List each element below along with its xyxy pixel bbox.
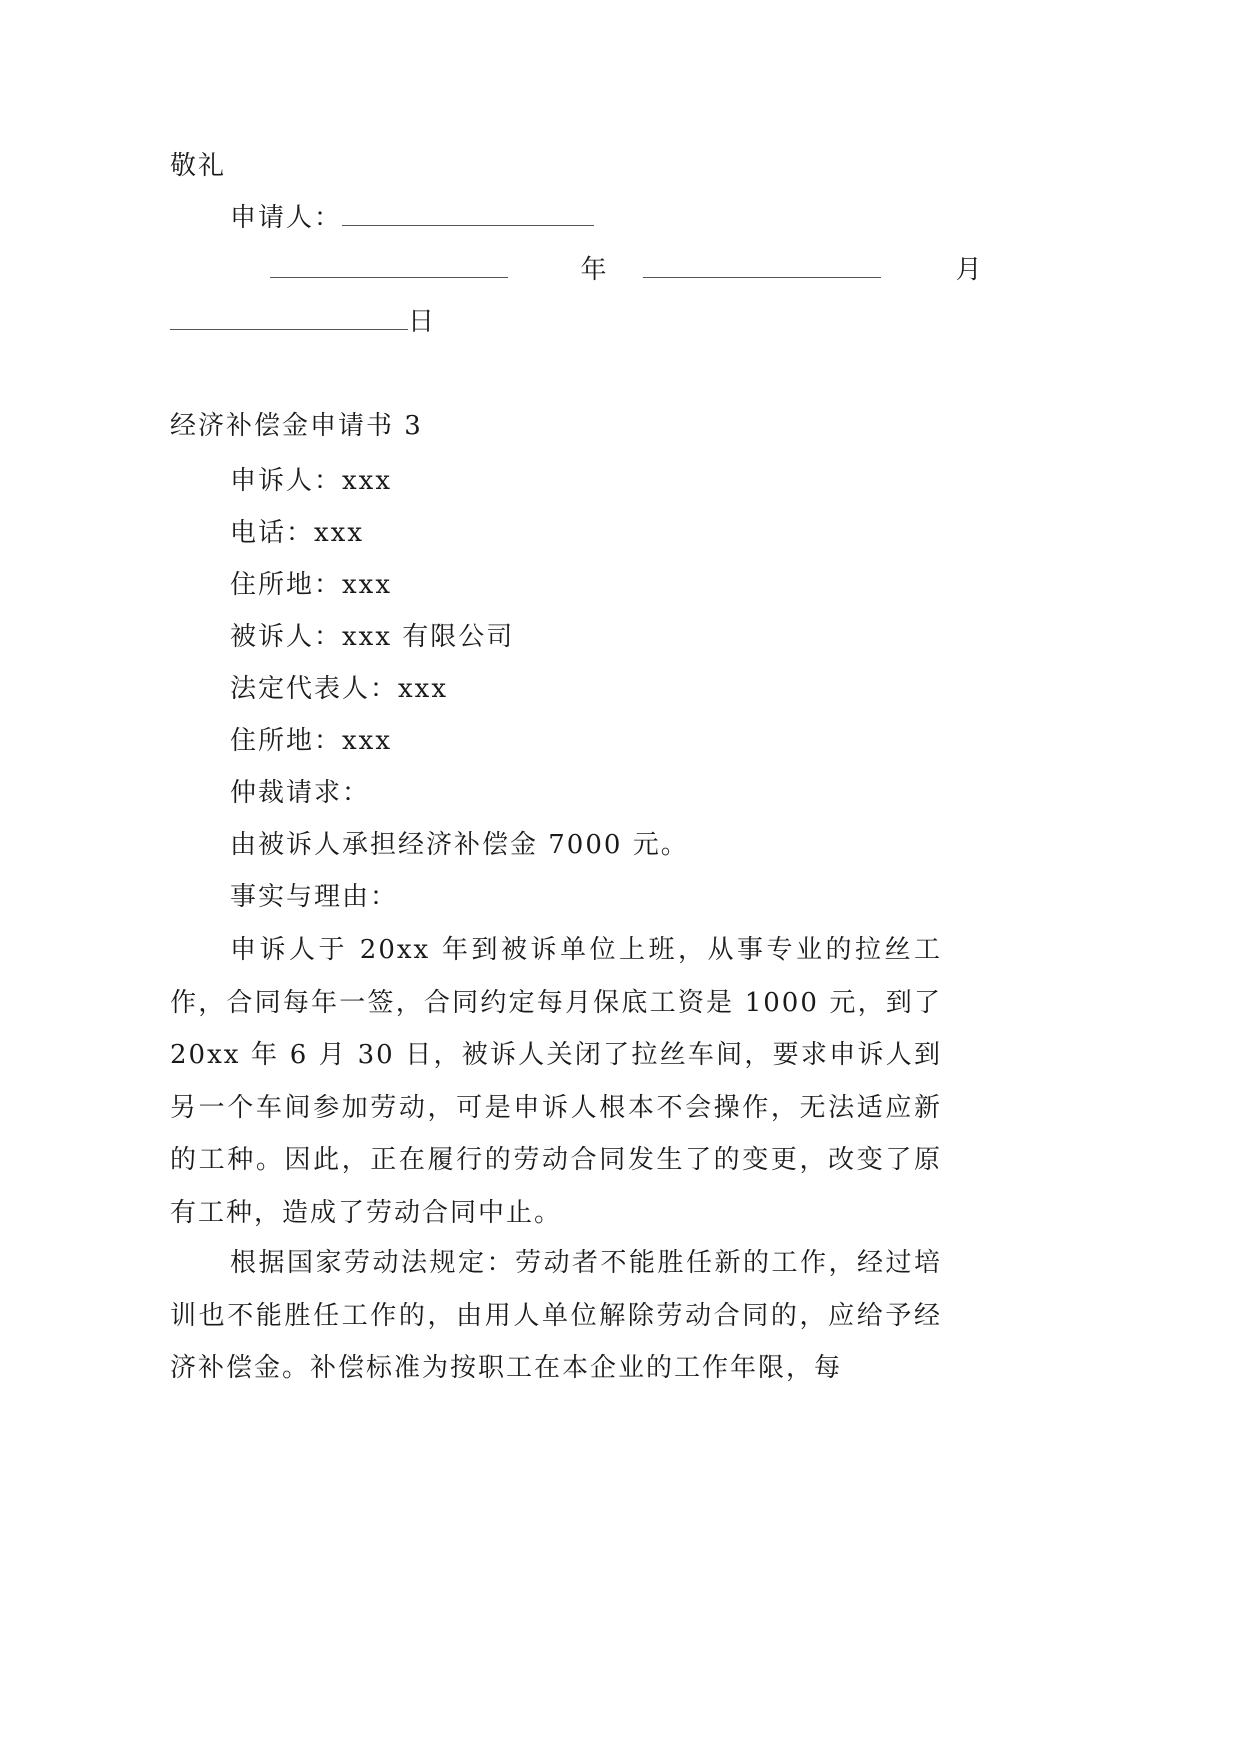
- day-label: 日: [408, 307, 437, 337]
- respondent-line: 被诉人：xxx 有限公司: [230, 622, 515, 652]
- arbitration-request-text: 由被诉人承担经济补偿金 7000 元。: [230, 830, 689, 860]
- applicant-blank: [342, 199, 594, 226]
- month-label: 月: [955, 255, 984, 285]
- arbitration-request-label: 仲裁请求：: [230, 778, 371, 808]
- facts-paragraph-2: 根据国家劳动法规定：劳动者不能胜任新的工作，经过培训也不能胜任工作的，由用人单位解除劳动合同的，应给予经济补偿金。补偿标准为按职工在本企业的工作年限，每: [170, 1248, 942, 1383]
- day-line: [170, 302, 436, 342]
- legal-representative-line: 法定代表人：xxx: [230, 674, 448, 704]
- respondent-address-line: 住所地：xxx: [230, 726, 392, 756]
- appellant-line: 申诉人：xxx: [230, 466, 392, 496]
- phone-line: 电话：xxx: [230, 518, 364, 548]
- facts-label: 事实与理由：: [230, 882, 399, 912]
- year-blank: [270, 251, 508, 278]
- year-label: 年: [580, 255, 609, 285]
- day-blank: [170, 303, 408, 330]
- applicant-label: 申请人：: [230, 203, 343, 233]
- salutation: 敬礼: [170, 151, 227, 181]
- document-heading: 经济补偿金申请书 3: [170, 411, 423, 441]
- date-line: [270, 250, 984, 290]
- month-blank: [643, 251, 881, 278]
- appellant-address-line: 住所地：xxx: [230, 570, 392, 600]
- applicant-signature-line: [230, 198, 594, 238]
- facts-paragraph-1: 申诉人于 20xx 年到被诉单位上班，从事专业的拉丝工作，合同每年一签，合同约定每月保底工资是 1000 元，到了 20xx 年 6 月 30 日，被诉人关闭了拉丝车间，要求申诉人到另一个车间参加劳动，可是申诉人根本不会操作，无法适应新的工种。因此，正在履行的劳动合同发生了的变更，改变了原有工种，造成了劳动合同中止。: [170, 935, 942, 1228]
